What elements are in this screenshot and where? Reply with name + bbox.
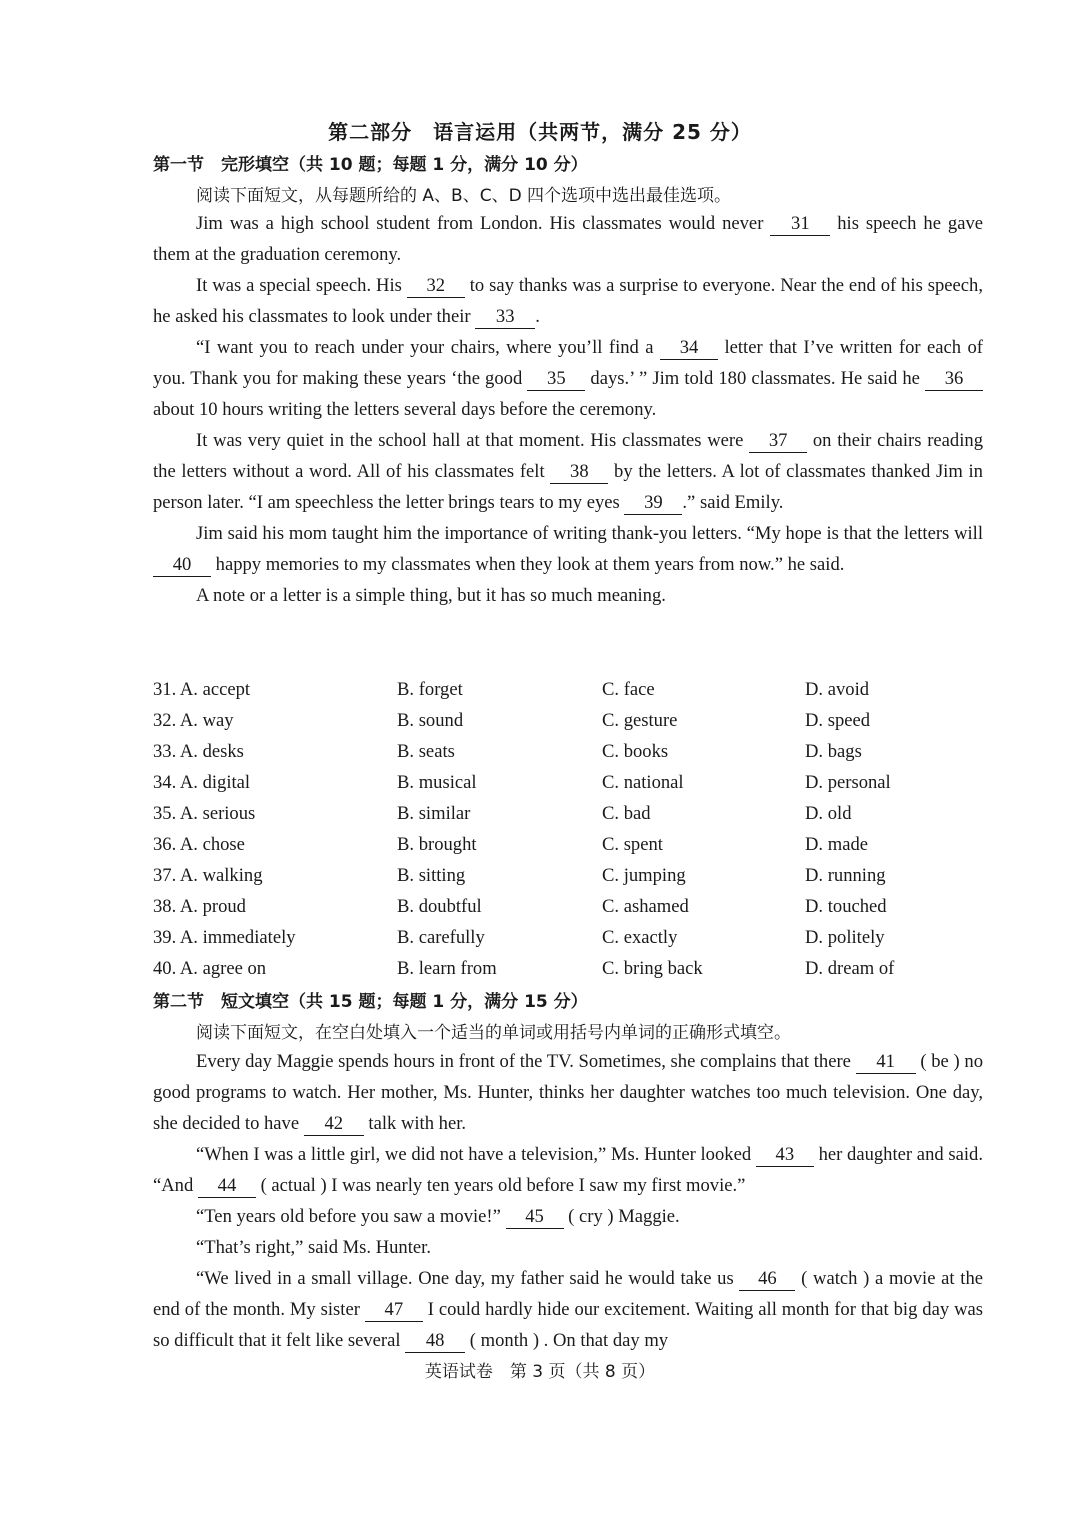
blank-48[interactable]: 48 — [405, 1330, 465, 1353]
fill-paragraph: Every day Maggie spends hours in front of the TV. Sometimes, she complains that there 41 ( be ) no good programs to watch. Her mother, Ms. Hunter, thinks her daughter watches too much television. One day, she decided to have 42 talk with her. — [153, 1051, 983, 1134]
option-row — [153, 798, 983, 829]
option-row — [153, 705, 983, 736]
option-b[interactable]: B. learn from — [397, 958, 497, 979]
option-b[interactable]: B. doubtful — [397, 896, 482, 917]
cloze-paragraph: It was a special speech. His 32 to say thanks was a surprise to everyone. Near the end of his speech, he asked his classmates to look under their 33 . — [153, 275, 983, 327]
option-d[interactable]: D. politely — [805, 927, 885, 948]
section1-instruction: 阅读下面短文，从每题所给的 A、B、C、D 四个选项中选出最佳选项。 — [196, 186, 732, 206]
section2-title: 第二节 短文填空（共 15 题；每题 1 分，满分 15 分） — [153, 992, 588, 1012]
option-row — [153, 953, 983, 984]
cloze-paragraph: A note or a letter is a simple thing, but it has so much meaning. — [196, 585, 666, 606]
blank-45[interactable]: 45 — [506, 1206, 564, 1229]
option-c[interactable]: C. spent — [602, 834, 663, 855]
cloze-paragraph: It was very quiet in the school hall at that moment. His classmates were 37 on their chairs reading the letters without a word. All of his classmates felt 38 by the letters. A lot of classmates thanked Jim in person later. “I am speechless the letter brings tears to my eyes 39 .” said Emily. — [153, 430, 983, 513]
blank-36[interactable]: 36 — [925, 368, 983, 391]
option-a[interactable]: 39. A. immediately — [153, 927, 296, 948]
option-a[interactable]: 37. A. walking — [153, 865, 263, 886]
option-c[interactable]: C. face — [602, 679, 655, 700]
page-footer: 英语试卷 第 3 页（共 8 页） — [424, 1362, 656, 1382]
blank-35[interactable]: 35 — [527, 368, 585, 391]
option-c[interactable]: C. jumping — [602, 865, 686, 886]
option-c[interactable]: C. ashamed — [602, 896, 689, 917]
option-b[interactable]: B. forget — [397, 679, 463, 700]
option-c[interactable]: C. books — [602, 741, 669, 762]
section1-title: 第一节 完形填空（共 10 题；每题 1 分，满分 10 分） — [153, 155, 588, 175]
option-d[interactable]: D. dream of — [805, 958, 895, 979]
blank-39[interactable]: 39 — [624, 492, 682, 515]
option-b[interactable]: B. musical — [397, 772, 477, 793]
option-c[interactable]: C. bad — [602, 803, 651, 824]
option-b[interactable]: B. similar — [397, 803, 471, 824]
cloze-passage — [153, 208, 983, 611]
blank-33[interactable]: 33 — [475, 306, 535, 329]
cloze-paragraph: Jim said his mom taught him the importance of writing thank-you letters. “My hope is that the letters will 40 happy memories to my classmates when they look at them years from now.” he said. — [153, 518, 983, 580]
blank-37[interactable]: 37 — [749, 430, 807, 453]
option-c[interactable]: C. national — [602, 772, 684, 793]
option-a[interactable]: 34. A. digital — [153, 772, 251, 793]
option-a[interactable]: 31. A. accept — [153, 679, 251, 700]
cloze-paragraph: Jim was a high school student from London. His classmates would never 31 his speech he gave them at the graduation ceremony. — [153, 213, 984, 265]
option-row — [153, 829, 983, 860]
blank-46[interactable]: 46 — [739, 1268, 795, 1291]
option-a[interactable]: 38. A. proud — [153, 896, 246, 917]
blank-38[interactable]: 38 — [550, 461, 608, 484]
blank-32[interactable]: 32 — [407, 275, 465, 298]
blank-44[interactable]: 44 — [198, 1175, 256, 1198]
option-b[interactable]: B. carefully — [397, 927, 485, 948]
option-d[interactable]: D. touched — [805, 896, 887, 917]
fill-paragraph: “That’s right,” said Ms. Hunter. — [196, 1237, 431, 1258]
option-row — [153, 860, 983, 891]
option-c[interactable]: C. exactly — [602, 927, 678, 948]
option-a[interactable]: 40. A. agree on — [153, 958, 267, 979]
section2-instruction: 阅读下面短文，在空白处填入一个适当的单词或用括号内单词的正确形式填空。 — [196, 1023, 791, 1043]
option-b[interactable]: B. seats — [397, 741, 455, 762]
option-b[interactable]: B. sound — [397, 710, 464, 731]
option-row — [153, 922, 983, 953]
cloze-paragraph: “I want you to reach under your chairs, where you’ll find a 34 letter that I’ve written for each of you. Thank you for making these years ‘the good 35 days.’ ” Jim told 180 classmates. He said he 36 about 10 hours writing the letters several days before the ceremony. — [153, 337, 983, 420]
option-c[interactable]: C. gesture — [602, 710, 678, 731]
options-list — [153, 674, 983, 984]
fill-paragraph: “We lived in a small village. One day, my father said he would take us 46 ( watch ) a movie at the end of the month. My sister 47 I could hardly hide our excitement. Waiting all month for that big day was so difficult that it felt like several 48 ( month ) . On that day my — [153, 1268, 983, 1351]
option-d[interactable]: D. bags — [805, 741, 862, 762]
option-a[interactable]: 33. A. desks — [153, 741, 244, 762]
blank-43[interactable]: 43 — [756, 1144, 814, 1167]
option-row — [153, 767, 983, 798]
option-b[interactable]: B. brought — [397, 834, 477, 855]
option-d[interactable]: D. personal — [805, 772, 891, 793]
option-row — [153, 674, 983, 705]
blank-31[interactable]: 31 — [770, 213, 830, 236]
blank-47[interactable]: 47 — [365, 1299, 423, 1322]
fill-paragraph: “When I was a little girl, we did not have a television,” Ms. Hunter looked 43 her daughter and said. “And 44 ( actual ) I was nearly ten years old before I saw my first movie.” — [153, 1144, 983, 1196]
option-a[interactable]: 32. A. way — [153, 710, 234, 731]
option-c[interactable]: C. bring back — [602, 958, 703, 979]
option-d[interactable]: D. old — [805, 803, 852, 824]
blank-34[interactable]: 34 — [660, 337, 718, 360]
option-d[interactable]: D. made — [805, 834, 868, 855]
blank-42[interactable]: 42 — [304, 1113, 364, 1136]
part-title: 第二部分 语言运用（共两节，满分 25 分） — [328, 120, 752, 144]
option-a[interactable]: 36. A. chose — [153, 834, 245, 855]
fill-paragraph: “Ten years old before you saw a movie!” 45 ( cry ) Maggie. — [196, 1206, 680, 1227]
option-d[interactable]: D. speed — [805, 710, 871, 731]
option-row — [153, 736, 983, 767]
blank-41[interactable]: 41 — [856, 1051, 916, 1074]
option-d[interactable]: D. running — [805, 865, 886, 886]
option-a[interactable]: 35. A. serious — [153, 803, 256, 824]
blank-40[interactable]: 40 — [153, 554, 211, 577]
option-b[interactable]: B. sitting — [397, 865, 466, 886]
option-d[interactable]: D. avoid — [805, 679, 870, 700]
option-row — [153, 891, 983, 922]
fill-in-passage — [153, 1046, 983, 1356]
